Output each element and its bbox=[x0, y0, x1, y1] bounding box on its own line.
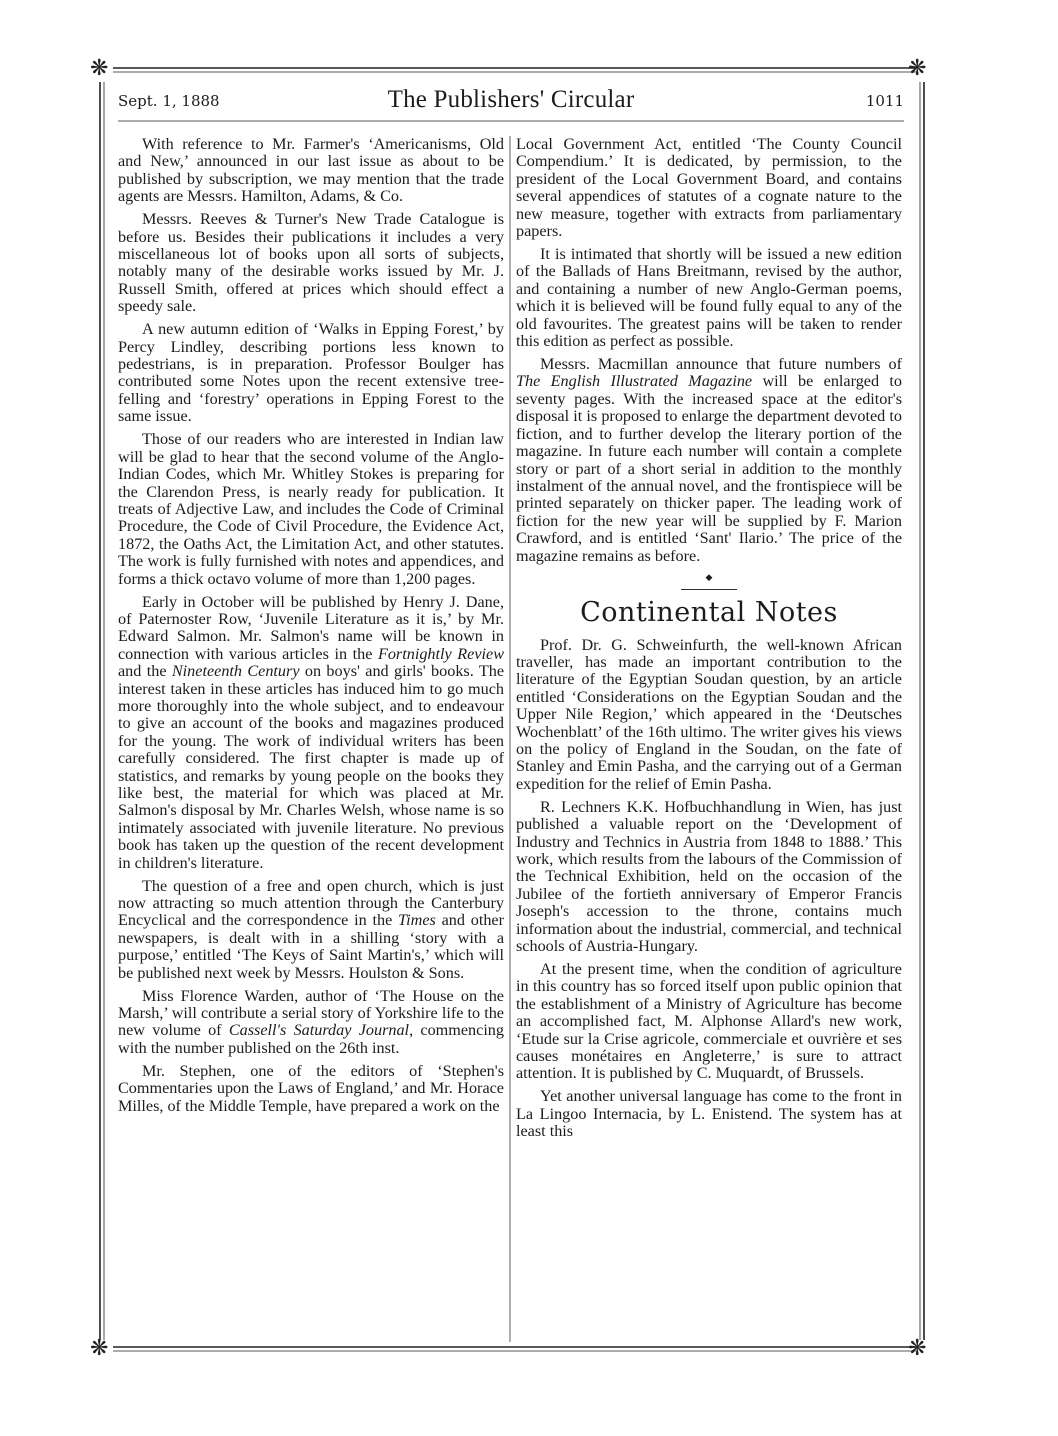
paragraph-universal-language: Yet another universal language has come to the front in La Lingoo Internacia, by L. Enistend. The system has at least this bbox=[516, 1087, 902, 1141]
paragraph-allard: At the present time, when the condition of agriculture in this country has so forced itself upon public opinion that the establishment of a Ministry of Agriculture has become an accomplished fact, M. Alphonse Allard's new work, ‘Etude sur la Crise agricole, commerciale et ouvrière et ses causes monétaires en Angleterre,’ is sure to attract attention. It is published by C. Muquardt, of Brussels. bbox=[516, 960, 902, 1083]
paragraph-juvenile-literature: Early in October will be published by Henry J. Dane, of Paternoster Row, ‘Juvenile Literature as it is,’ by Mr. Edward Salmon. Mr. Salmon's name will be known in connection with various articles in the Fortnightly Review and the Nineteenth Century on boys' and girls' books. The interest taken in these articles has induced him to go much more thoroughly into the whole subject, and to endeavour to give an account of the books and magazines produced for the young. The work of individual writers has been carefully considered. The first chapter is made up of statistics, and remarks by young people on the books they like best, the material for which was placed at Mr. Salmon's disposal by Mr. Charles Welsh, whose name is so intimately associated with juvenile literature. No previous book has taken up the question of the recent development in children's literature. bbox=[118, 592, 504, 872]
right-column bbox=[516, 136, 902, 1146]
paragraph-schweinfurth: Prof. Dr. G. Schweinfurth, the well-known African traveller, has made an important contribution to the literature of the Egyptian Soudan question, by an article entitled ‘Considerations on the Egyptian Soudan and the Upper Nile Region,’ which appeared in the ‘Deutsches Wochenblatt’ of the 16th ultimo. The writer gives his views on the policy of England in the Soudan, on the fate of Stanley and Emin Pasha, and the carrying out of a German expedition for the relief of Emin Pasha. bbox=[516, 635, 902, 793]
paragraph-hans-breitmann: It is intimated that shortly will be issued a new edition of the Ballads of Hans Breitmann, revised by the author, and containing a number of new Anglo-German poems, which it is believed will be found fully equal to any of the old favourites. The greatest pains will be taken to render this edition as perfect as possible. bbox=[516, 245, 902, 351]
paragraph-lechners: R. Lechners K.K. Hofbuchhandlung in Wien, has just published a valuable report on the ‘Development of Industry and Technics in Austria from 1848 to 1888.’ This work, which results from the labours of the Commission of the Technical Exhibition, held on the occasion of the Jubilee of the fortieth anniversary of Emperor Francis Joseph's accession to the throne, contains much information about the industrial, commercial, and technical schools of Austria-Hungary. bbox=[516, 797, 902, 956]
paragraph-florence-warden: Miss Florence Warden, author of ‘The House on the Marsh,’ will contribute a serial story of Yorkshire life to the new volume of Cassell's Saturday Journal, commencing with the number published on the 26th inst. bbox=[118, 986, 504, 1057]
corner-ornament-top-left-icon: ❋ bbox=[90, 56, 109, 81]
paragraph-reeves-turner: Messrs. Reeves & Turner's New Trade Catalogue is before us. Besides their publications it includes a very miscellaneous lot of books upon all sorts of subjects, notably many of the desirable works issued by Mr. J. Russell Smith, offered at prices which should effect a speedy sale. bbox=[118, 210, 504, 316]
issue-date: Sept. 1, 1888 bbox=[118, 92, 220, 110]
paragraph-americanisms: With reference to Mr. Farmer's ‘Americanisms, Old and New,’ announced in our last issue as about to be published by subscription, we may mention that the trade agents are Messrs. Hamilton, Adams, & Co. bbox=[118, 135, 504, 206]
section-divider-ornament: ◆ bbox=[516, 571, 902, 591]
publication-title: The Publishers' Circular bbox=[387, 86, 635, 113]
paragraph-county-council: Local Government Act, entitled ‘The County Council Compendium.’ It is dedicated, by permission, to the president of the Local Government Board, and contains several appendices of statutes of a cognate nature to the new measure, together with extracts from parliamentary papers. bbox=[516, 135, 902, 241]
running-header bbox=[118, 88, 904, 122]
paragraph-english-illustrated: Messrs. Macmillan announce that future numbers of The English Illustrated Magazine will be enlarged to seventy pages. With the increased space at the editor's disposal it is proposed to enlarge the department devoted to fiction, and to further develop the literary portion of the magazine. In future each number will contain a complete story or part of a short serial in addition to the monthly instalment of the annual novel, and the frontispiece will be printed separately on thicker paper. The leading work of fiction for the new year will be supplied by F. Marion Crawford, and is entitled ‘Sant' Ilario.’ The price of the magazine remains as before. bbox=[516, 355, 903, 565]
corner-ornament-bottom-left-icon: ❋ bbox=[90, 1336, 109, 1361]
page-number: 1011 bbox=[865, 92, 904, 110]
left-column bbox=[118, 136, 504, 1121]
paragraph-stephen-commentaries: Mr. Stephen, one of the editors of ‘Stephen's Commentaries upon the Laws of England,’ and Mr. Horace Milles, of the Middle Temple, have prepared a work on the bbox=[118, 1061, 504, 1115]
section-heading-continental-notes: Continental Notes bbox=[580, 596, 838, 628]
paragraph-free-church: The question of a free and open church, which is just now attracting so much attention through the Canterbury Encyclical and the correspondence in the Times and other newspapers, is dealt with in a shilling ‘story with a purpose,’ entitled ‘The Keys of Saint Martin's,’ which will be published next week by Messrs. Houlston & Sons. bbox=[118, 876, 504, 982]
corner-ornament-top-right-icon: ❋ bbox=[908, 56, 927, 81]
paragraph-epping-forest: A new autumn edition of ‘Walks in Epping Forest,’ by Percy Lindley, describing portions less known to pedestrians, is in preparation. Professor Boulger has contributed some Notes upon the recent extensive tree-felling and ‘forestry’ operations in Epping Forest to the same issue. bbox=[118, 320, 504, 426]
corner-ornament-bottom-right-icon: ❋ bbox=[908, 1336, 927, 1361]
paragraph-anglo-indian-codes: Those of our readers who are interested in Indian law will be glad to hear that the second volume of the Anglo-Indian Codes, which Mr. Whitley Stokes is preparing for the Clarendon Press, is nearly ready for publication. It treats of Adjective Law, and includes the Code of Criminal Procedure, the Code of Civil Procedure, the Evidence Act, 1872, the Oaths Act, the Limitation Act, and other statutes. The work is fully furnished with notes and appendices, and forms a thick octavo volume of more than 1,200 pages. bbox=[118, 430, 504, 588]
